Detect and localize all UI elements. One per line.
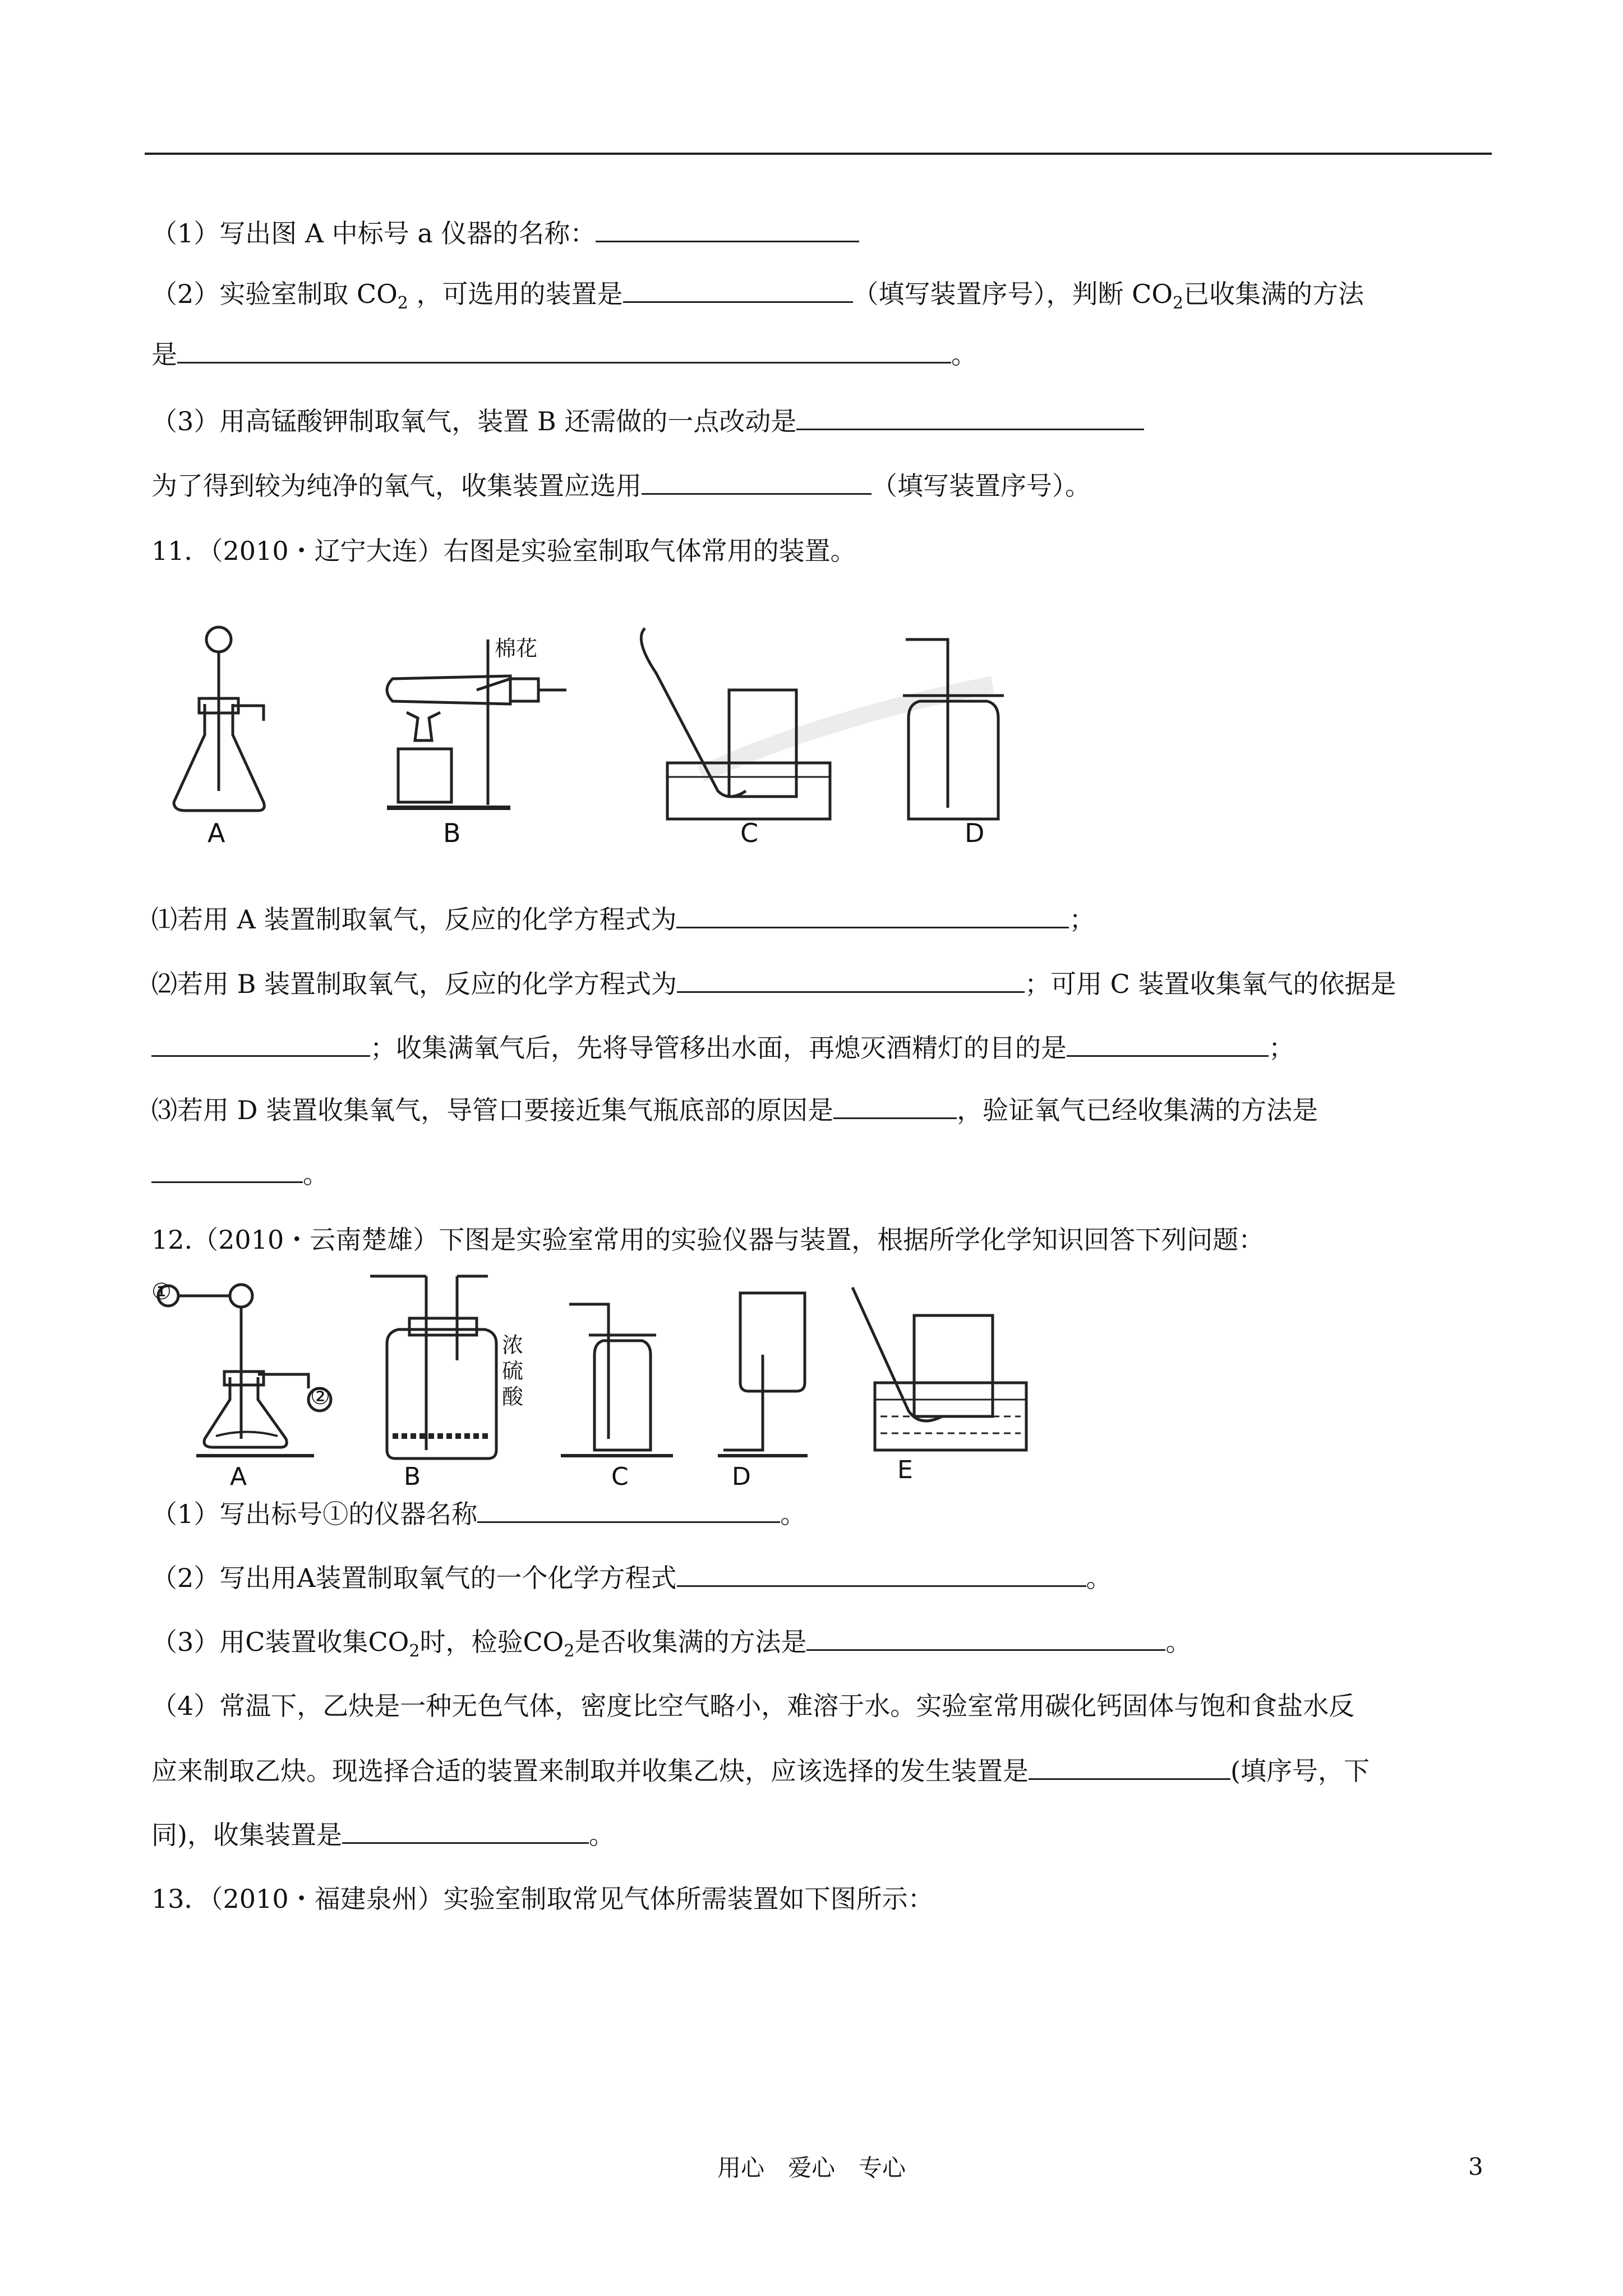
subscript: 2 (564, 1641, 575, 1662)
q12-text: （3）用C装置收集CO (151, 1627, 409, 1657)
q12-text: 。 (780, 1499, 806, 1529)
q10-line-3 (151, 337, 977, 371)
q10-part4-text: 为了得到较为纯净的氧气，收集装置应选用 (151, 471, 642, 501)
answer-blank[interactable] (151, 1157, 303, 1183)
q11-text: ；可用 C 装置收集氧气的依据是 (1025, 969, 1396, 999)
q11-text: ； (1269, 1033, 1294, 1063)
answer-blank[interactable] (177, 337, 951, 364)
q12-text: (填序号，下 (1230, 1756, 1370, 1786)
q12-text: （2）写出用A装置制取氧气的一个化学方程式 (151, 1563, 677, 1593)
q11-text: ⑵若用 B 装置制取氧气，反应的化学方程式为 (151, 969, 677, 999)
apparatus-d (718, 1293, 808, 1456)
answer-blank[interactable] (677, 967, 1025, 993)
q10-part2-text: 。 (951, 339, 977, 370)
label-mark-1: ① (151, 1279, 172, 1305)
q10-line-1 (151, 216, 859, 250)
q10-line-5 (151, 468, 1091, 503)
q10-part1-text: （1）写出图 A 中标号 a 仪器的名称： (151, 218, 596, 249)
header-rule (145, 153, 1492, 155)
answer-blank[interactable] (806, 1625, 1165, 1651)
q12-text: 应来制取乙炔。现选择合适的装置来制取并收集乙炔，应该选择的发生装置是 (151, 1756, 1029, 1786)
apparatus-b (387, 639, 566, 808)
figure-label: D (965, 818, 985, 848)
q12-text: 同)，收集装置是 (151, 1820, 342, 1850)
q10-part2-text: （2）实验室制取 CO (151, 279, 398, 309)
answer-blank[interactable] (1029, 1754, 1230, 1780)
q12-line-4: （4）常温下，乙炔是一种无色气体，密度比空气略小，难溶于水。实验室常用碳化钙固体与饱和食盐水反 (151, 1691, 1355, 1721)
q12-text: 。 (1086, 1563, 1112, 1593)
q12-text: （1）写出标号①的仪器名称 (151, 1499, 478, 1529)
q12-apparatus-figure (151, 1271, 1217, 1491)
apparatus-a (158, 1285, 331, 1456)
apparatus-c (641, 628, 830, 819)
q10-part4-text: （填写装置序号）。 (872, 471, 1091, 501)
answer-blank[interactable] (833, 1093, 957, 1119)
q10-part2-text: （填写装置序号），判断 CO (852, 279, 1173, 309)
figure-label: A (230, 1462, 247, 1491)
answer-blank[interactable] (151, 1030, 370, 1057)
page-footer: 用心 爱心 专心 (717, 2154, 906, 2182)
figure-label: B (404, 1462, 421, 1491)
q11-text: ，验证氧气已经收集满的方法是 (957, 1095, 1318, 1125)
figure-label: C (740, 818, 759, 848)
figure-label: A (208, 818, 225, 848)
q11-line-2 (151, 967, 1396, 1001)
answer-blank[interactable] (677, 1561, 1086, 1587)
q11-line-3 (151, 1030, 1294, 1065)
q11-text: ⑶若用 D 装置收集氧气，导管口要接近集气瓶底部的原因是 (151, 1095, 834, 1125)
q10-part2-text: ，可选用的装置是 (408, 279, 623, 309)
apparatus-c (561, 1304, 673, 1456)
q11-text: 。 (303, 1159, 329, 1189)
acid-label (502, 1332, 523, 1410)
q11-title: 11．（2010・辽宁大连）右图是实验室制取气体常用的装置。 (151, 536, 856, 566)
answer-blank[interactable] (477, 1497, 780, 1523)
apparatus-b (370, 1276, 496, 1458)
q12-line-1 (151, 1497, 806, 1531)
q12-text: 。 (588, 1820, 615, 1850)
q12-text: 是否收集满的方法是 (574, 1627, 807, 1657)
cotton-label: 棉花 (495, 636, 538, 661)
q11-line-5 (151, 1157, 329, 1191)
answer-blank[interactable] (596, 216, 859, 242)
q12-line-2 (151, 1561, 1112, 1595)
acid-char: 浓 (502, 1333, 524, 1358)
answer-blank[interactable] (642, 468, 872, 495)
subscript: 2 (1173, 293, 1184, 314)
q12-line-6 (151, 1818, 615, 1852)
label-mark-2: ② (310, 1384, 330, 1410)
apparatus-e (852, 1287, 1026, 1450)
answer-blank[interactable] (676, 902, 1069, 928)
q11-apparatus-figure (151, 606, 1105, 853)
q10-line-4 (151, 404, 1144, 438)
subscript: 2 (409, 1641, 420, 1662)
q12-line-5 (151, 1754, 1370, 1788)
figure-label: D (732, 1462, 751, 1491)
q10-part2-text: 是 (151, 339, 177, 370)
q10-line-2 (151, 277, 1364, 320)
page-number: 3 (1468, 2153, 1483, 2180)
q12-line-3 (151, 1625, 1191, 1668)
q12-title: 12.（2010・云南楚雄）下图是实验室常用的实验仪器与装置，根据所学化学知识回答下列问题： (151, 1225, 1265, 1255)
apparatus-a (174, 627, 264, 811)
q12-text: 时，检验CO (419, 1627, 564, 1657)
figure-label: C (611, 1462, 629, 1491)
answer-blank[interactable] (623, 277, 853, 303)
subscript: 2 (397, 293, 408, 314)
q11-text: ； (1069, 904, 1095, 935)
q10-part3-text: （3）用高锰酸钾制取氧气，装置 B 还需做的一点改动是 (151, 406, 797, 436)
apparatus-d (903, 639, 1004, 819)
figure-label: E (897, 1456, 913, 1484)
q13-title: 13．（2010・福建泉州）实验室制取常见气体所需装置如下图所示： (151, 1884, 934, 1914)
q11-line-1 (151, 902, 1095, 936)
answer-blank[interactable] (1067, 1030, 1269, 1057)
acid-char: 酸 (502, 1384, 524, 1409)
q10-part2-text: 已收集满的方法 (1183, 279, 1364, 309)
answer-blank[interactable] (796, 404, 1144, 430)
answer-blank[interactable] (342, 1818, 589, 1844)
q11-text: ⑴若用 A 装置制取氧气，反应的化学方程式为 (151, 904, 677, 935)
acid-char: 硫 (502, 1359, 524, 1383)
figure-label: B (443, 818, 461, 848)
q11-text: ；收集满氧气后，先将导管移出水面，再熄灭酒精灯的目的是 (370, 1033, 1067, 1063)
q11-line-4 (151, 1093, 1318, 1127)
q12-text: 。 (1165, 1627, 1192, 1657)
